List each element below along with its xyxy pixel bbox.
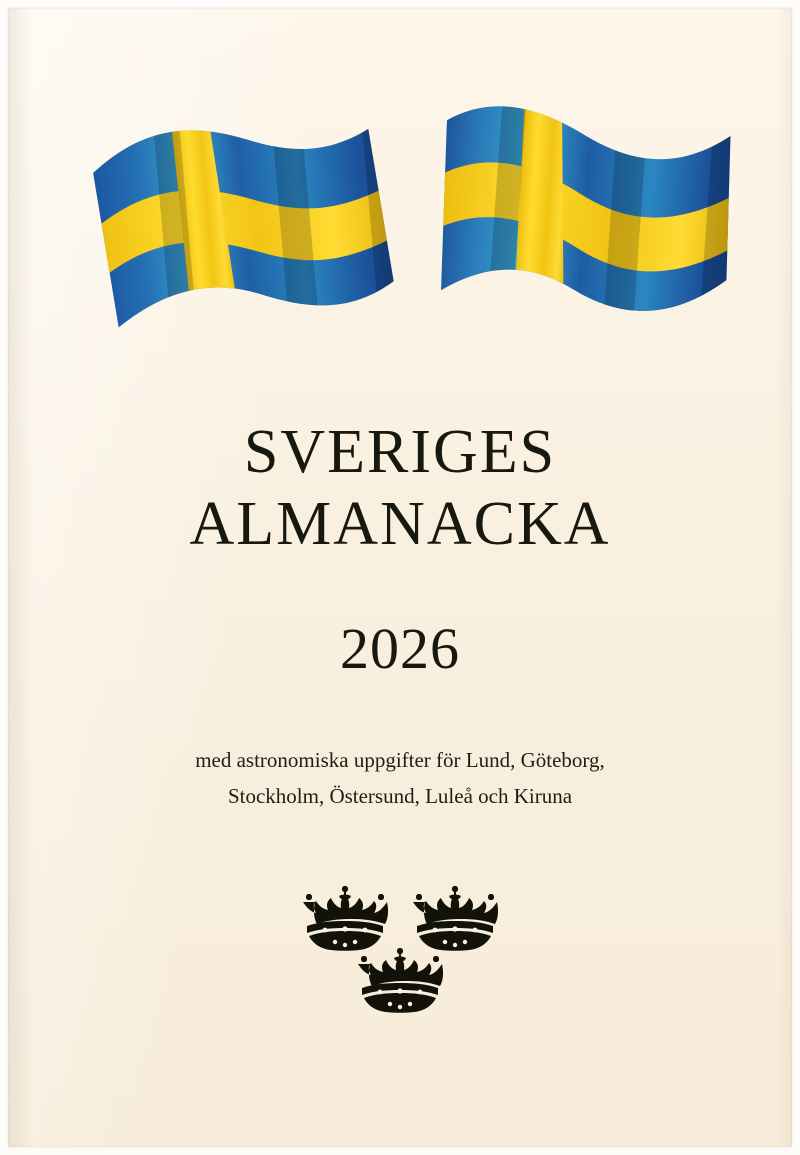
page-title-line-2: ALMANACKA [189,490,611,558]
cover-year: 2026 [340,616,460,681]
flags-illustration [8,68,792,398]
three-crowns-emblem [8,876,792,1036]
cover-subtitle-line-2: Stockholm, Östersund, Luleå och Kiruna [227,784,573,808]
swedish-flag-right [413,75,753,402]
page-title-line-1: SVERIGES [243,418,557,486]
crown-icon-bottom [350,946,450,1019]
swedish-flag-left [74,85,418,407]
cover-subtitle [8,742,792,814]
book-cover [8,8,792,1147]
cover-title-block [8,416,792,814]
cover-subtitle-line-1: med astronomiska uppgifter för Lund, Göteborg, [195,748,605,772]
